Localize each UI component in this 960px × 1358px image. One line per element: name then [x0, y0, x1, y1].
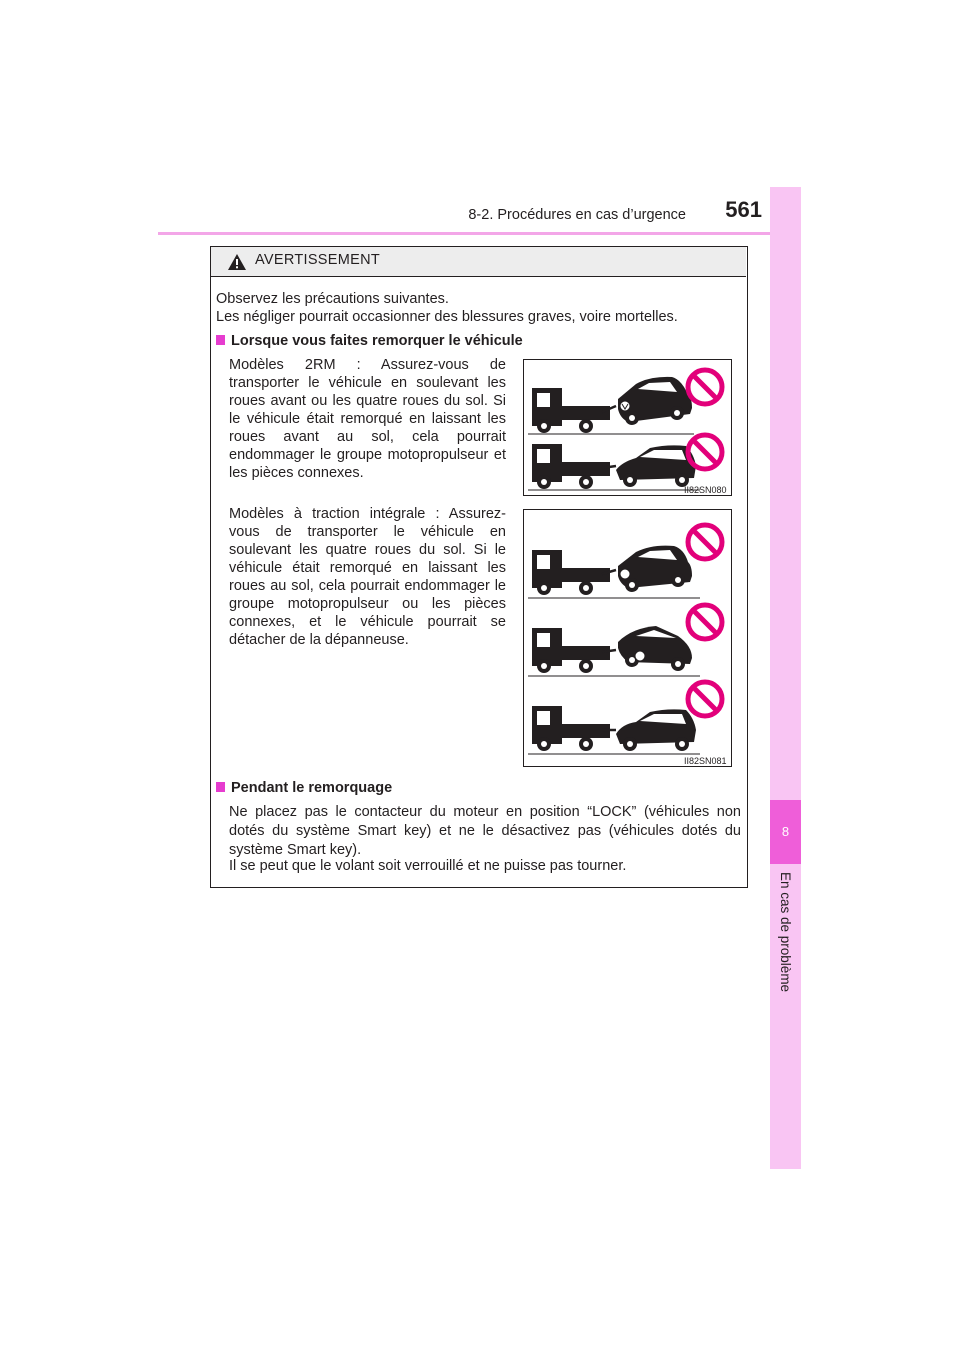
figure-code-1: II82SN080 — [684, 485, 727, 495]
tow-truck-illustration — [524, 510, 731, 766]
subheading-during-towing — [216, 779, 741, 797]
header-rule — [158, 232, 800, 235]
tow-truck-all-wheels-down-icon — [528, 706, 700, 754]
prohibition-icon — [688, 525, 722, 559]
subheading-towing — [216, 332, 741, 350]
prohibition-icon — [688, 435, 722, 469]
tow-truck-lifting-front-icon — [528, 546, 700, 598]
tow-truck-illustration — [524, 360, 731, 495]
paragraph-steering-lock: Il se peut que le volant soit verrouillé et ne puisse pas tourner. — [229, 858, 627, 874]
prohibition-icon — [688, 605, 722, 639]
section-title: 8-2. Procédures en cas d’urgence — [468, 207, 686, 223]
square-bullet-icon — [216, 335, 225, 345]
warning-title: AVERTISSEMENT — [255, 252, 381, 268]
prohibition-icon — [688, 370, 722, 404]
subheading-towing-text: Lorsque vous faites remorquer le véhicule — [231, 333, 523, 349]
warning-header — [211, 247, 746, 277]
tow-truck-lifting-front-icon — [528, 377, 694, 434]
warning-intro-line-1: Observez les précautions suivantes. — [216, 291, 449, 307]
towing-figure-awd — [523, 509, 732, 767]
tow-truck-lifting-rear-icon — [528, 626, 700, 676]
warning-triangle-icon — [227, 253, 247, 271]
warning-intro-line-2: Les négliger pourrait occasionner des blessures graves, voire mortelles. — [216, 309, 678, 325]
page-number: 561 — [725, 197, 762, 222]
towing-figure-2wd — [523, 359, 732, 496]
subheading-during-towing-text: Pendant le remorquage — [231, 780, 393, 796]
square-bullet-icon — [216, 782, 225, 792]
chapter-side-tab — [770, 187, 801, 1169]
paragraph-awd-models: Modèles à traction intégrale : Assurez-vous de transporter le véhicule en soulevant les quatre roues du sol. Si le véhicule était remorqué en laissant les roues au sol, cela pourrait endommager le groupe motopropulseur ou les pièces connexes, et le véhicule pourrait se détacher de la dépanneuse. — [229, 506, 506, 648]
figure-code-2: II82SN081 — [684, 756, 727, 766]
prohibition-icon — [688, 682, 722, 716]
paragraph-engine-switch: Ne placez pas le contacteur du moteur en position “LOCK” (véhicules non dotés du système Smart key) et ne le désactivez pas (véhicules dotés du système Smart key). — [229, 804, 741, 858]
tow-truck-front-wheels-down-icon — [528, 444, 700, 490]
paragraph-2wd-models: Modèles 2RM : Assurez-vous de transporter le véhicule en soulevant les roues avant ou les quatre roues du sol. Si le véhicule était remorqué en laissant les roues avant au sol, cela pourrait endommager le groupe motopropulseur et les pièces connexes. — [229, 357, 506, 481]
chapter-number: 8 — [781, 824, 790, 839]
chapter-title: En cas de problème — [778, 872, 793, 993]
warning-box — [210, 246, 748, 888]
